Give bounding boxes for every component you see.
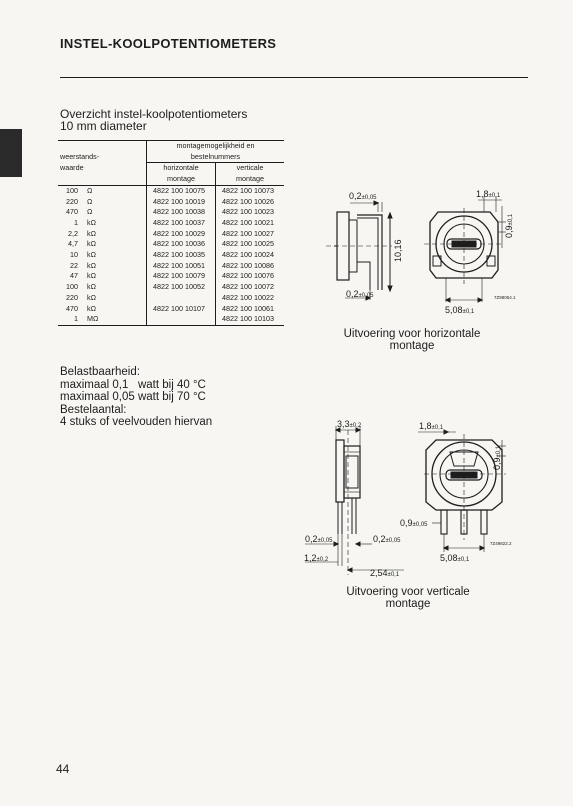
fig-v-dim-top-left: 3,3±0,2 (337, 419, 362, 429)
fig-v-dim-pitch: 2,54±0,1 (370, 568, 400, 578)
cell-horizontal-code: 4822 100 10036 (147, 239, 216, 250)
fig-horizontal-caption-line1: Uitvoering voor horizontale (343, 328, 481, 340)
cell-resistance-unit: kΩ (79, 261, 147, 272)
cell-resistance-unit: Ω (79, 185, 147, 196)
notes-load-40: maximaal 0,1 watt bij 40 °C (60, 378, 206, 391)
fig-v-ref: 7Z49822.2 (490, 541, 512, 546)
cell-resistance-unit: kΩ (79, 271, 147, 282)
section-title-line2: 10 mm diameter (60, 119, 147, 133)
cell-resistance-unit: kΩ (79, 282, 147, 293)
cell-vertical-code: 4822 100 10024 (222, 250, 274, 260)
header-vertical-mounting: verticale montage (216, 163, 284, 185)
cell-horizontal-code: 4822 100 10038 (147, 207, 216, 218)
fig-horizontal-side-view (326, 201, 392, 300)
fig-v-dim-low-right: 5,08±0,1 (440, 553, 470, 563)
cell-resistance-unit: kΩ (79, 239, 147, 250)
cell-vertical-code: 4822 100 10027 (222, 228, 274, 238)
cell-resistance-unit: Ω (79, 197, 147, 208)
page-title: INSTEL-KOOLPOTENTIOMETERS (60, 36, 277, 51)
cell-resistance-value: 10 (70, 250, 78, 260)
cell-vertical-code: 4822 100 10025 (222, 239, 274, 249)
fig-v-dim-right: 0,9±0,1 (492, 445, 502, 470)
fig-h-dim-right: 0,9±0,1 (504, 213, 514, 238)
header-mounting-group: montagemogelijkheid en bestelnummers (147, 141, 285, 163)
cell-vertical-code: 4822 100 10021 (222, 217, 274, 227)
notes-load-label: Belastbaarheid: (60, 366, 140, 378)
fig-h-dim-top-right: 1,8±0,1 (476, 189, 501, 199)
fig-v-dim-low-left: 0,2±0,05 (305, 534, 333, 544)
cell-resistance-value: 220 (66, 292, 78, 302)
cell-resistance-value: 47 (70, 271, 78, 281)
fig-h-ref: 7Z98054.1 (494, 295, 516, 300)
cell-horizontal-code: 4822 100 10051 (147, 261, 216, 272)
cell-resistance-value: 470 (66, 303, 78, 313)
header-resistance-value: weerstands- waarde (58, 141, 147, 186)
cell-resistance-unit: MΩ (79, 314, 147, 325)
cell-horizontal-code: 4822 100 10019 (147, 197, 216, 208)
header-horizontal-mounting: horizontale montage (147, 163, 216, 185)
fig-vertical-caption-line1: Uitvoering voor verticale (346, 586, 470, 598)
cell-vertical-code: 4822 100 10022 (222, 292, 274, 302)
cell-vertical-code: 4822 100 10076 (222, 271, 274, 281)
cell-resistance-value: 1 (74, 217, 78, 227)
cell-vertical-code: 4822 100 10023 (222, 207, 274, 217)
section-title-line1: Overzicht instel-koolpotentiometers (60, 107, 248, 121)
cell-resistance-unit: kΩ (79, 250, 147, 261)
cell-horizontal-code: 4822 100 10079 (147, 271, 216, 282)
fig-h-dim-bottom-left: 0,2±0,05 (346, 289, 374, 299)
cell-vertical-code: 4822 100 10086 (222, 260, 274, 270)
cell-resistance-unit: Ω (79, 207, 147, 218)
cell-resistance-unit: kΩ (79, 229, 147, 240)
fig-v-dim-top-right: 1,8±0,1 (419, 421, 444, 431)
cell-vertical-code: 4822 100 10103 (216, 314, 284, 325)
fig-v-dim-low-mid: 0,2±0,05 (373, 534, 401, 544)
notes-load-70: maximaal 0,05 watt bij 70 °C (60, 391, 206, 403)
fig-vertical-front-view (418, 430, 506, 552)
fig-v-dim-lead: 1,2±0,2 (304, 553, 329, 563)
cell-resistance-value: 100 (66, 185, 78, 195)
fig-horizontal-front-view (424, 196, 506, 302)
fig-v-dim-pin: 0,9±0,05 (400, 518, 428, 528)
fig-horizontal-caption-line2: montage (389, 340, 435, 352)
fig-h-dim-bottom-right: 5,08±0,1 (445, 305, 475, 315)
cell-resistance-value: 22 (70, 260, 78, 270)
cell-resistance-value: 2,2 (68, 228, 78, 238)
cell-vertical-code: 4822 100 10072 (222, 282, 274, 292)
cell-resistance-unit: kΩ (79, 304, 147, 315)
cell-horizontal-code: 4822 100 10037 (147, 218, 216, 229)
cell-vertical-code: 4822 100 10073 (222, 185, 274, 195)
fig-vertical-caption (318, 586, 498, 610)
page-number: 44 (56, 762, 70, 776)
cell-resistance-value: 220 (66, 196, 78, 206)
cell-vertical-code: 4822 100 10026 (222, 196, 274, 206)
cell-horizontal-code: 4822 100 10107 (147, 304, 216, 315)
fig-h-dim-height: 10,16 (393, 239, 403, 262)
notes-order-label: Bestelaantal: (60, 403, 127, 416)
fig-vertical-side-view (305, 426, 404, 575)
cell-resistance-value: 4,7 (68, 239, 78, 249)
notes-order-qty: 4 stuks of veelvouden hiervan (60, 416, 213, 428)
cell-resistance-unit: kΩ (79, 218, 147, 229)
cell-vertical-code: 4822 100 10061 (222, 303, 274, 313)
cell-resistance-unit: kΩ (79, 293, 147, 304)
cell-horizontal-code: 4822 100 10052 (147, 282, 216, 293)
fig-h-dim-top-left: 0,2±0,05 (349, 191, 377, 201)
fig-vertical-caption-line2: montage (385, 598, 431, 610)
fig-horizontal-caption (322, 328, 502, 352)
cell-resistance-value: 100 (66, 282, 78, 292)
cell-resistance-value: 1 (58, 314, 79, 325)
cell-horizontal-code: 4822 100 10075 (147, 185, 216, 196)
cell-horizontal-code: 4822 100 10029 (147, 229, 216, 240)
cell-horizontal-code: 4822 100 10035 (147, 250, 216, 261)
cell-resistance-value: 470 (66, 207, 78, 217)
